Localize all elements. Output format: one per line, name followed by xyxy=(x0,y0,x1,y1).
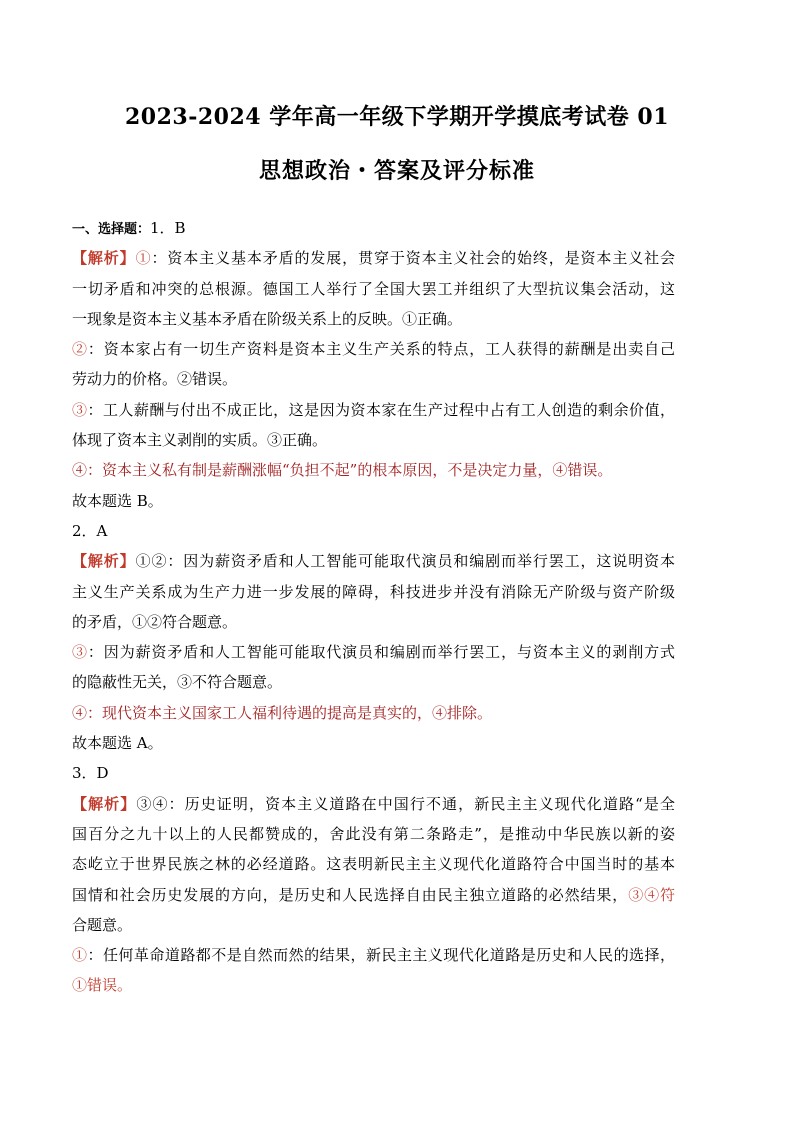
exam-title: 2023-2024 学年高一年级下学期开学摸底考试卷 01 xyxy=(124,104,670,130)
q2-analysis-line xyxy=(72,546,675,576)
answer-body xyxy=(72,213,675,1001)
q2-p3: ④：现代资本主义国家工人福利待遇的提高是真实的，④排除。 xyxy=(72,703,493,722)
q1-p3-l2: 体现了资本主义剥削的实质。③正确。 xyxy=(72,431,328,450)
q1-p1-l1: ：资本主义基本矛盾的发展，贯穿于资本主义社会的始终，是资本主义社会 xyxy=(151,249,675,268)
section-label: 一、选择题： xyxy=(72,222,151,237)
q3-p1-l4b: ③④符 xyxy=(628,885,675,904)
q1-p3-line xyxy=(72,395,675,425)
q1-conclusion: 故本题选 B。 xyxy=(72,491,163,510)
q1-p1-l2: 一切矛盾和冲突的总根源。德国工人举行了全国大罢工并组织了大型抗议集会活动，这 xyxy=(72,279,675,298)
exam-subtitle: 思想政治・答案及评分标准 xyxy=(258,158,535,184)
q3-answer: 3．D xyxy=(72,764,109,783)
q2-p1-l2: 主义生产关系成为生产力进一步发展的障碍，科技进步并没有消除无产阶级与资产阶级 xyxy=(72,582,675,601)
q2-conclusion: 故本题选 A。 xyxy=(72,734,163,753)
q2-p2-l2: 的隐蔽性无关，③不符合题意。 xyxy=(72,673,283,692)
q3-mark-1: ① xyxy=(72,946,88,965)
q2-p1-l1: ①②：因为薪资矛盾和人工智能可能取代演员和编剧而举行罢工，这说明资本 xyxy=(135,552,675,571)
q1-mark-1: ① xyxy=(135,249,152,268)
q1-analysis-line xyxy=(72,243,675,273)
q1-p4: ④：资本主义私有制是薪酬涨幅“负担不起”的根本原因，不是决定力量，④错误。 xyxy=(72,461,613,480)
q1-mark-3: ③ xyxy=(72,400,88,419)
q3-analysis-tag: 【解析】 xyxy=(72,794,137,813)
q2-analysis-tag: 【解析】 xyxy=(72,552,136,571)
q1-p3-l1: ：工人薪酬与付出不成正比，这是因为资本家在生产过程中占有工人创造的剩余价值， xyxy=(87,400,675,419)
q3-p1-l5: 合题意。 xyxy=(72,915,133,934)
q2-p1-l3: 的矛盾，①②符合题意。 xyxy=(72,612,238,631)
q3-p1-l4a: 国情和社会历史发展的方向，是历史和人民选择自由民主独立道路的必然结果， xyxy=(72,885,629,904)
q2-answer: 2．A xyxy=(72,521,108,540)
q3-p1-l1: ③④：历史证明，资本主义道路在中国行不通，新民主主义现代化道路“是全 xyxy=(136,794,675,813)
section-heading xyxy=(72,213,675,243)
q1-p1-l3: 一现象是资本主义基本矛盾在阶级关系上的反映。①正确。 xyxy=(72,309,463,328)
q3-p2-line xyxy=(72,940,675,970)
q3-p2-l2: ①错误。 xyxy=(72,976,133,995)
q1-p2-l2: 劳动力的价格。②错误。 xyxy=(72,370,238,389)
q1-p2-l1: ：资本家占有一切生产资料是资本主义生产关系的特点，工人获得的薪酬是出卖自己 xyxy=(87,340,675,359)
q2-p2-line xyxy=(72,637,675,667)
q1-mark-2: ② xyxy=(72,340,88,359)
q1-p2-line xyxy=(72,334,675,364)
q3-p1-l3: 态屹立于世界民族之林的必经道路。这表明新民主主义现代化道路符合中国当时的基本 xyxy=(72,855,675,874)
q2-mark-3: ③ xyxy=(72,643,88,662)
q3-p2-l1: ：任何革命道路都不是自然而然的结果，新民主主义现代化道路是历史和人民的选择， xyxy=(87,946,675,965)
q3-p1-l2: 国百分之九十以上的人民都赞成的，舍此没有第二条路走”，是推动中华民族以新的姿 xyxy=(72,824,675,843)
q1-answer: 1．B xyxy=(150,219,186,237)
q2-p2-l1: ：因为薪资矛盾和人工智能可能取代演员和编剧而举行罢工，与资本主义的剥削方式 xyxy=(87,643,675,662)
q3-p1-l4 xyxy=(72,880,675,910)
q3-analysis-line xyxy=(72,789,675,819)
q1-analysis-tag: 【解析】 xyxy=(72,249,136,268)
